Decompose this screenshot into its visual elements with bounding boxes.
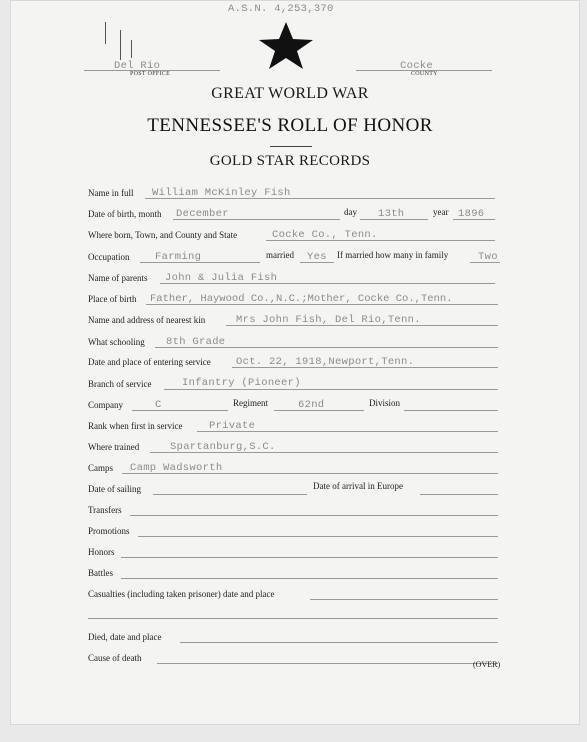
regiment-label: Regiment	[233, 398, 268, 408]
company-line	[132, 410, 228, 411]
casualties-line	[310, 599, 498, 600]
branch-label: Branch of service	[88, 379, 152, 389]
post-office-caption: POST OFFICE	[130, 71, 171, 77]
branch-line	[164, 389, 498, 390]
rank-value: Private	[209, 420, 256, 432]
rank-label: Rank when first in service	[88, 421, 183, 431]
battles-line	[121, 578, 498, 579]
occupation-value: Farming	[155, 251, 202, 263]
honors-line	[121, 557, 498, 558]
married-label: married	[266, 250, 294, 260]
birth-year-label: year	[433, 207, 449, 217]
birth-month-value: December	[176, 208, 229, 220]
division-line	[404, 410, 498, 411]
arrival-line	[420, 494, 498, 495]
promotions-line	[138, 536, 498, 537]
family-value: Two	[478, 251, 498, 263]
trained-label: Where trained	[88, 442, 140, 452]
battles-label: Battles	[88, 568, 113, 578]
pencil-mark	[131, 40, 132, 58]
sailing-line	[153, 494, 307, 495]
name-label: Name in full	[88, 188, 134, 198]
died-label: Died, date and place	[88, 632, 162, 642]
schooling-label: What schooling	[88, 337, 145, 347]
parents-label: Name of parents	[88, 273, 148, 283]
casualties-label: Casualties (including taken prisoner) date and place	[88, 589, 275, 599]
entering-service-value: Oct. 22, 1918,Newport,Tenn.	[236, 356, 415, 368]
occupation-label: Occupation	[88, 252, 130, 262]
birth-year-value: 1896	[458, 208, 485, 220]
place-of-birth-label: Place of birth	[88, 294, 137, 304]
cause-line	[157, 663, 498, 664]
camps-value: Camp Wadsworth	[130, 462, 223, 474]
married-value: Yes	[307, 251, 327, 263]
nearest-kin-value: Mrs John Fish, Del Rio,Tenn.	[236, 314, 421, 326]
title-divider	[270, 146, 312, 147]
birth-day-value: 13th	[378, 208, 405, 220]
camps-label: Camps	[88, 463, 114, 473]
branch-value: Infantry (Pioneer)	[182, 377, 301, 389]
sailing-label: Date of sailing	[88, 484, 141, 494]
title-gold-star-records: GOLD STAR RECORDS	[209, 153, 371, 169]
over-note: (OVER)	[473, 660, 501, 669]
birth-month-label: Date of birth, month	[88, 209, 162, 219]
honors-label: Honors	[88, 547, 115, 557]
post-office-value: Del Rio	[114, 60, 161, 72]
birth-day-label: day	[344, 207, 357, 217]
nearest-kin-label: Name and address of nearest kin	[88, 315, 206, 325]
pencil-mark	[120, 30, 121, 60]
schooling-value: 8th Grade	[166, 336, 226, 348]
company-value: C	[155, 399, 162, 411]
county-value: Cocke	[400, 60, 434, 72]
transfers-label: Transfers	[88, 505, 122, 515]
name-value: William McKinley Fish	[152, 187, 291, 199]
transfers-line	[130, 515, 498, 516]
promotions-label: Promotions	[88, 526, 130, 536]
died-line	[180, 642, 498, 643]
cause-label: Cause of death	[88, 653, 142, 663]
casualties-line-2	[88, 618, 498, 619]
company-label: Company	[88, 400, 123, 410]
place-of-birth-value: Father, Haywood Co.,N.C.;Mother, Cocke Co.,Tenn.	[150, 293, 453, 305]
born-place-value: Cocke Co., Tenn.	[272, 229, 378, 241]
title-roll-of-honor: TENNESSEE'S ROLL OF HONOR	[147, 115, 433, 136]
parents-value: John & Julia Fish	[165, 272, 278, 284]
regiment-value: 62nd	[298, 399, 325, 411]
arrival-label: Date of arrival in Europe	[313, 481, 403, 491]
trained-value: Spartanburg,S.C.	[170, 441, 276, 453]
division-label: Division	[369, 398, 401, 408]
family-label: If married how many in family	[337, 250, 449, 260]
army-serial-number: A.S.N. 4,253,370	[228, 3, 334, 15]
county-caption: COUNTY	[411, 71, 438, 77]
title-great-world-war: GREAT WORLD WAR	[211, 85, 369, 102]
born-place-label: Where born, Town, and County and State	[88, 230, 238, 240]
pencil-mark	[105, 22, 106, 44]
entering-service-label: Date and place of entering service	[88, 357, 211, 367]
gold-star-icon	[256, 22, 316, 70]
